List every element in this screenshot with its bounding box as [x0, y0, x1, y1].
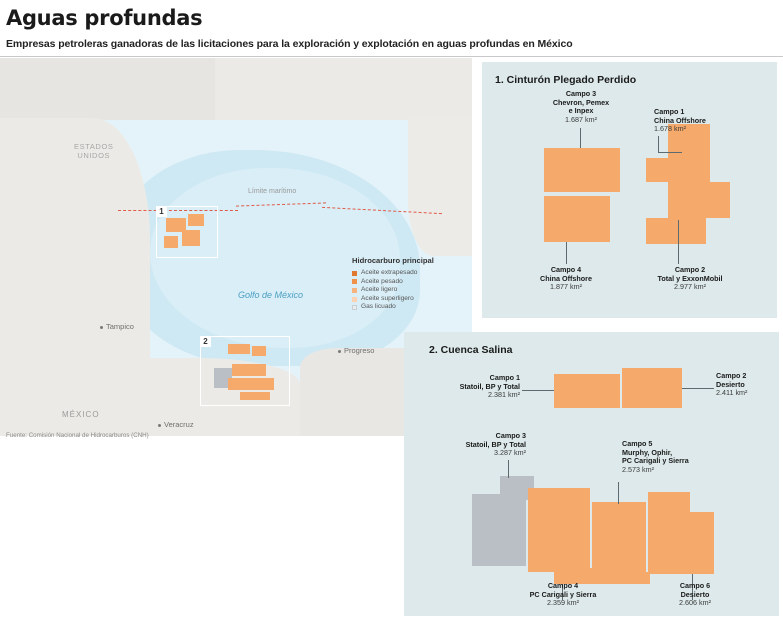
panel-cinturon-plegado-perdido — [482, 62, 777, 318]
panel1-field-campo1-b — [646, 158, 710, 182]
legend-swatch-icon — [352, 305, 357, 310]
legend-swatch-icon — [352, 279, 357, 284]
panel2-field-campo3 — [472, 494, 526, 566]
city-dot-icon — [100, 326, 103, 329]
map-legend — [352, 256, 434, 312]
legend-item: Aceite extrapesado — [352, 269, 434, 278]
panel2-leader-campo2 — [682, 388, 714, 389]
panel2-label-campo5: Campo 5 Murphy, Ophir, PC Carigali y Sierra 2.573 km² — [622, 439, 689, 474]
panel2-label-campo4: Campo 4 PC Carigali y Sierra 2.359 km² — [529, 581, 597, 608]
panel2-field-campo4 — [528, 488, 590, 572]
label-united-states: ESTADOS UNIDOS — [74, 142, 114, 160]
panel2-field-campo5 — [592, 502, 646, 572]
legend-swatch-icon — [352, 297, 357, 302]
city-dot-icon — [338, 350, 341, 353]
panel1-field-campo2 — [668, 182, 730, 218]
panel2-label-campo3: Campo 3 Statoil, BP y Total 3.287 km² — [465, 431, 526, 458]
zoom-box-2-number: 2 — [200, 336, 211, 347]
legend-item: Gas licuado — [352, 303, 434, 312]
legend-item: Aceite pesado — [352, 278, 434, 287]
panel2-leader-campo5 — [618, 482, 619, 504]
panel1-label-campo1: Campo 1 China Offshore 1.678 km² — [654, 107, 706, 134]
panel1-leader-campo4 — [566, 242, 567, 264]
panel1-leader-campo1-v — [658, 136, 659, 153]
panel1-label-campo3: Campo 3 Chevron, Pemex e Inpex 1.687 km² — [552, 89, 610, 124]
panel2-title: 2. Cuenca Salina — [429, 344, 513, 356]
label-gulf-of-mexico: Golfo de México — [238, 290, 304, 300]
land-east-gulf — [408, 116, 472, 256]
legend-title: Hidrocarburo principal — [352, 256, 434, 265]
panel2-field-campo6 — [648, 512, 714, 574]
page-subtitle: Empresas petroleras ganadoras de las licitaciones para la exploración y explotación en aguas profundas en México — [6, 38, 573, 50]
panel1-title: 1. Cinturón Plegado Perdido — [495, 74, 637, 86]
page-title: Aguas profundas — [6, 6, 203, 30]
panel2-field-campo6-b — [648, 492, 690, 514]
city-veracruz: Veracruz — [158, 420, 194, 429]
panel2-field-campo1 — [554, 374, 620, 408]
panel1-leader-campo3 — [580, 128, 581, 148]
panel2-label-campo6: Campo 6 Desierto 2.606 km² — [679, 581, 711, 608]
panel2-leader-campo3 — [508, 460, 509, 478]
panel2-leader-campo1 — [522, 390, 554, 391]
panel2-field-campo2 — [622, 368, 682, 408]
zoom-box-2 — [200, 336, 290, 406]
panel2-label-campo2: Campo 2 Desierto 2.411 km² — [716, 371, 748, 398]
panel1-field-campo2-b — [646, 218, 706, 244]
label-maritime-limit: Límite marítimo — [248, 188, 297, 195]
city-progreso: Progreso — [338, 346, 374, 355]
label-mexico: MÉXICO — [62, 410, 100, 419]
panel-cuenca-salina — [404, 332, 779, 616]
source-note: Fuente: Comisión Nacional de Hidrocarburos (CNH) — [6, 432, 149, 439]
panel1-field-campo4 — [544, 196, 610, 242]
panel2-label-campo1: Campo 1 Statoil, BP y Total 2.381 km² — [459, 373, 520, 400]
map-panel — [0, 58, 472, 436]
zoom-box-1-number: 1 — [156, 206, 167, 217]
city-dot-icon — [158, 424, 161, 427]
legend-swatch-icon — [352, 271, 357, 276]
panel1-label-campo2: Campo 2 Total y ExxonMobil 2.977 km² — [657, 265, 723, 292]
legend-item: Aceite ligero — [352, 286, 434, 295]
panel1-label-campo4: Campo 4 China Offshore 1.877 km² — [540, 265, 592, 292]
header-divider — [0, 56, 783, 57]
panel1-field-campo3 — [544, 148, 620, 192]
city-tampico: Tampico — [100, 322, 134, 331]
legend-swatch-icon — [352, 288, 357, 293]
legend-item: Aceite superligero — [352, 295, 434, 304]
panel1-leader-campo1 — [658, 152, 682, 153]
panel1-leader-campo2 — [678, 220, 679, 264]
